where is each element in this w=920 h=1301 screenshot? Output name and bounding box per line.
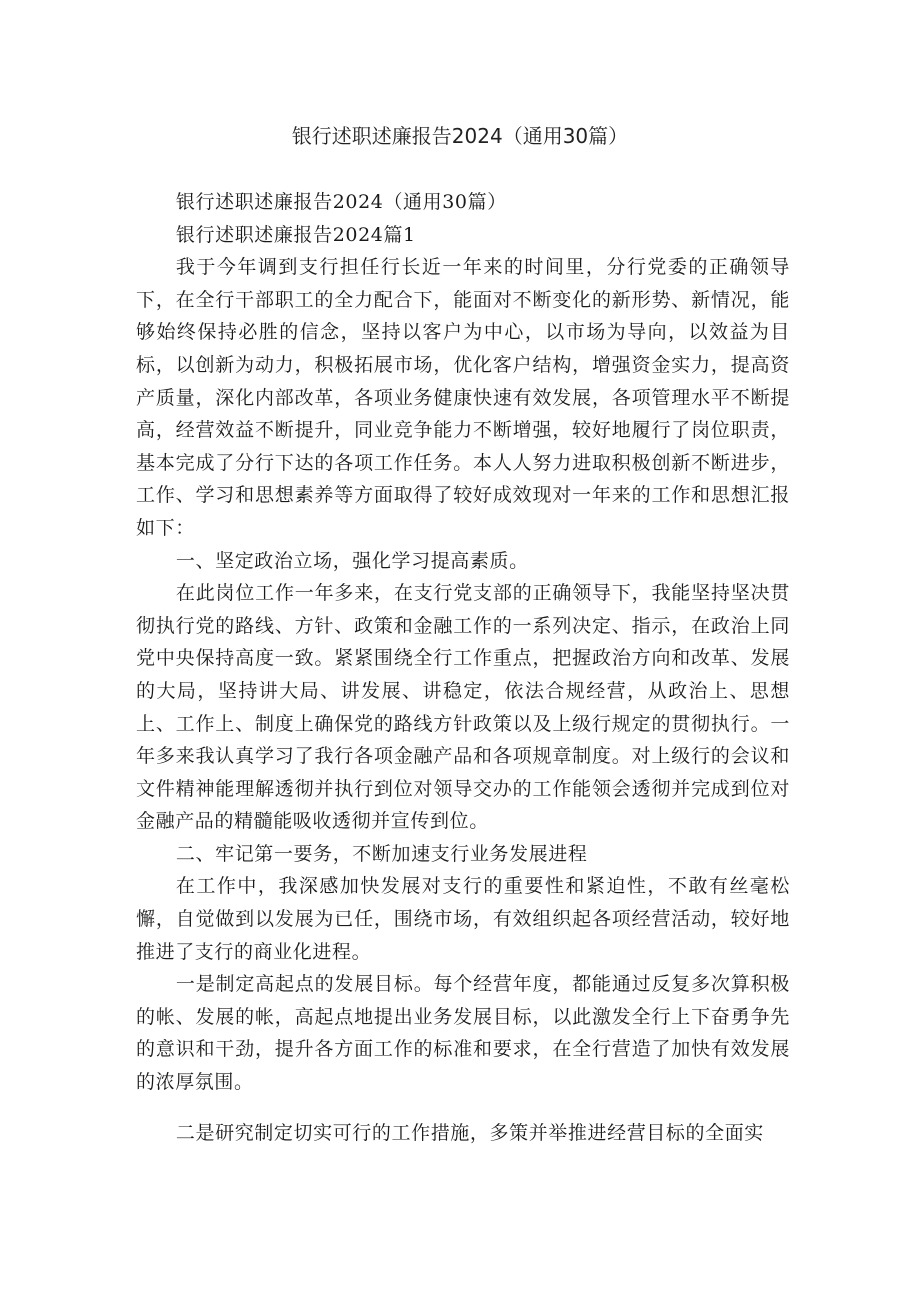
paragraph-section-heading: 银行述职述廉报告2024篇1 <box>175 223 416 246</box>
document-body <box>136 186 790 1149</box>
paragraph-political-stance: 在此岗位工作一年多来，在支行党支部的正确领导下，我能坚持坚决贯彻执行党的路线、方针、政策和金融工作的一系列决定、指示，在政治上同党中央保持高度一致。紧紧围绕全行工作重点，把握政治方向和改革、发展的大局，坚持讲大局、讲发展、讲稳定，依法合规经营，从政治上、思想上、工作上、制度上确保党的路线方针政策以及上级行规定的贯彻执行。一年多来我认真学习了我行各项金融产品和各项规章制度。对上级行的会议和文件精神能理解透彻并执行到位对领导交办的工作能领会透彻并完成到位对金融产品的精髓能吸收透彻并宣传到位。 <box>136 582 790 833</box>
paragraph-heading-two: 二、牢记第一要务，不断加速支行业务发展进程 <box>175 842 588 865</box>
document-title: 银行述职述廉报告2024（通用30篇） <box>291 124 629 148</box>
paragraph-development: 在工作中，我深感加快发展对支行的重要性和紧迫性，不敢有丝毫松懈，自觉做到以发展为已任，围绕市场，有效组织起各项经营活动，较好地推进了支行的商业化进程。 <box>136 875 790 963</box>
paragraph-heading-one: 一、坚定政治立场，强化学习提高素质。 <box>175 549 529 572</box>
paragraph-point-one: 一是制定高起点的发展目标。每个经营年度，都能通过反复多次算积极的帐、发展的帐，高起点地提出业务发展目标，以此激发全行上下奋勇争先的意识和干劲，提升各方面工作的标准和要求，在全行营造了加快有效发展的浓厚氛围。 <box>136 973 790 1094</box>
paragraph-subtitle: 银行述职述廉报告2024（通用30篇） <box>175 191 507 213</box>
paragraph-intro: 我于今年调到支行担任行长近一年来的时间里，分行党委的正确领导下，在全行干部职工的全力配合下，能面对不断变化的新形势、新情况，能够始终保持必胜的信念，坚持以客户为中心，以市场为导向，以效益为目标，以创新为动力，积极拓展市场，优化客户结构，增强资金实力，提高资产质量，深化内部改革，各项业务健康快速有效发展，各项管理水平不断提高，经营效益不断提升，同业竞争能力不断增强，较好地履行了岗位职责，基本完成了分行下达的各项工作任务。本人人努力进取积极创新不断进步，工作、学习和思想素养等方面取得了较好成效现对一年来的工作和思想汇报如下： <box>136 256 790 539</box>
paragraph-point-two: 二是研究制定切实可行的工作措施，多策并举推进经营目标的全面实 <box>175 1121 764 1144</box>
